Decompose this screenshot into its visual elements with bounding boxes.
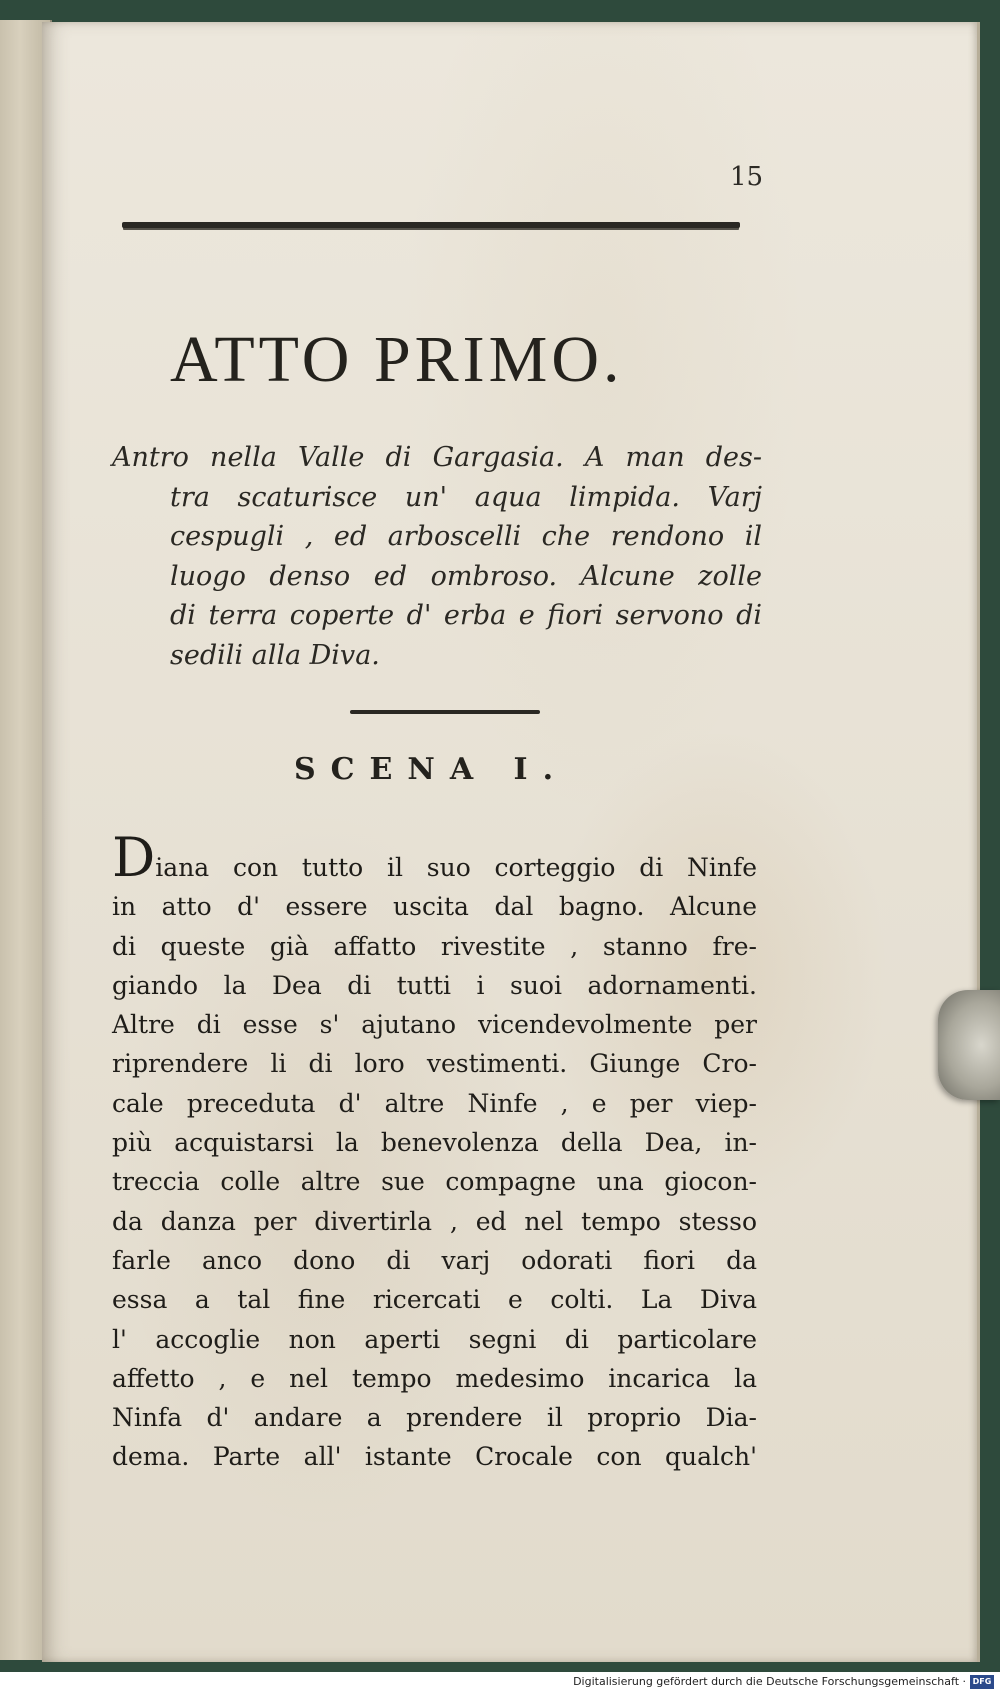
scene-body [112, 826, 757, 1477]
body-line: farle anco dono di varj odorati fiori da [112, 1245, 757, 1275]
setting-line: di terra coperte d' erba e fiori servono di [170, 600, 762, 631]
dfg-logo: DFG [970, 1675, 994, 1689]
funding-credit: Digitalisierung gefördert durch die Deutsche Forschungsgemeinschaft · [573, 1675, 966, 1688]
body-line: cale preceduta d' altre Ninfe , e per viep- [112, 1088, 757, 1118]
first-line-text: iana con tutto il suo corteggio di Ninfe [155, 853, 757, 882]
body-line: affetto , e nel tempo medesimo incarica la [112, 1363, 757, 1393]
page-number: 15 [730, 162, 764, 192]
body-line: essa a tal fine ricercati e colti. La Diva [112, 1285, 757, 1315]
body-line-first [112, 826, 757, 889]
setting-line: cespugli , ed arboscelli che rendono il [170, 521, 762, 552]
body-line: l' accoglie non aperti segni di particolare [112, 1324, 757, 1354]
header-rule [122, 222, 740, 228]
body-line: in atto d' essere uscita dal bagno. Alcune [112, 892, 757, 922]
setting-line: Antro nella Valle di Gargasia. A man des- [112, 442, 762, 473]
body-line: dema. Parte all' istante Crocale con qualch' [112, 1442, 757, 1472]
section-rule [350, 710, 540, 714]
page-clip [938, 990, 1000, 1100]
drop-cap: D [112, 826, 156, 889]
body-line: più acquistarsi la benevolenza della Dea, in- [112, 1128, 757, 1158]
scene-title: SCENA I. [294, 752, 569, 787]
act-title: ATTO PRIMO. [170, 323, 624, 396]
body-line: da danza per divertirla , ed nel tempo stesso [112, 1206, 757, 1236]
setting-line: luogo denso ed ombroso. Alcune zolle [170, 560, 762, 592]
body-line: giando la Dea di tutti i suoi adornamenti. [112, 970, 757, 1000]
setting-line: sedili alla Diva. [170, 639, 380, 671]
setting-description [112, 438, 762, 675]
body-line: treccia colle altre sue compagne una giocon- [112, 1167, 757, 1197]
body-line: riprendere li di loro vestimenti. Giunge Cro- [112, 1049, 757, 1079]
setting-line: tra scaturisce un' aqua limpida. Varj [170, 481, 762, 513]
body-line: Ninfa d' andare a prendere il proprio Dia- [112, 1403, 757, 1433]
body-line: Altre di esse s' ajutano vicendevolmente per [112, 1010, 757, 1040]
body-line: di queste già affatto rivestite , stanno fre- [112, 931, 757, 961]
